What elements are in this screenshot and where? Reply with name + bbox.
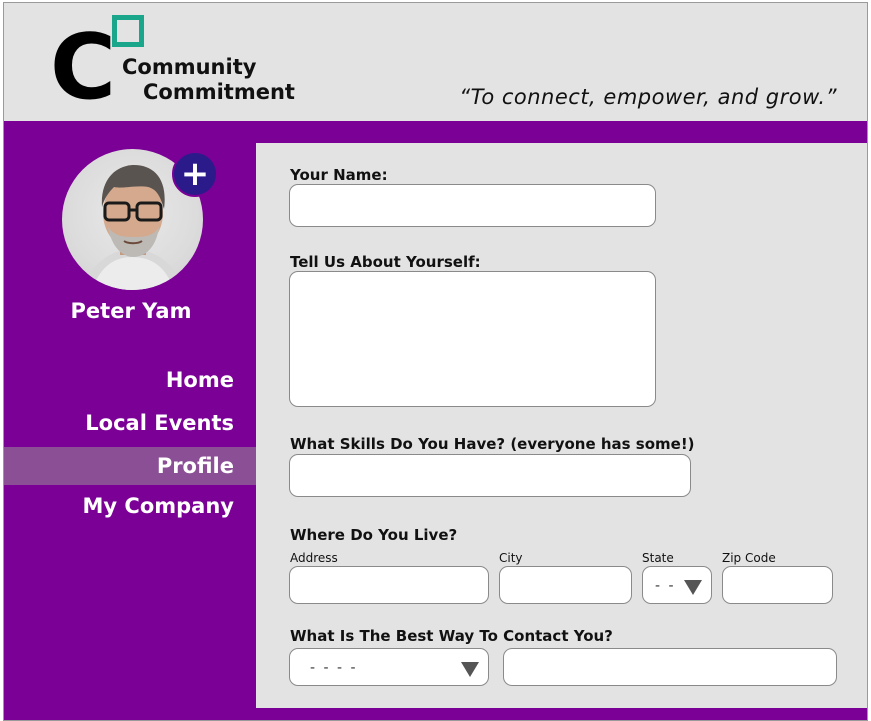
city-input[interactable]: [499, 566, 632, 604]
skills-input[interactable]: [289, 454, 691, 497]
name-input[interactable]: [289, 184, 656, 227]
address-label: Address: [290, 551, 338, 565]
state-label: State: [642, 551, 674, 565]
plus-icon: +: [180, 154, 210, 194]
contact-method-value: - - - -: [310, 660, 358, 676]
tagline: “To connect, empower, and grow.”: [459, 85, 837, 109]
sidebar-nav: [4, 361, 256, 525]
sidebar: [4, 121, 256, 721]
state-value: - -: [655, 578, 676, 594]
about-textarea[interactable]: [289, 271, 656, 407]
app-window: [3, 2, 868, 721]
logo-letter: C: [50, 15, 113, 120]
city-label: City: [499, 551, 523, 565]
nav-item-local-events[interactable]: Local Events: [85, 411, 234, 435]
logo-square-icon: [112, 15, 144, 47]
skills-label: What Skills Do You Have? (everyone has some!): [290, 435, 695, 453]
about-label: Tell Us About Yourself:: [290, 253, 481, 271]
contact-method-select[interactable]: [289, 648, 489, 686]
add-photo-button[interactable]: [172, 151, 218, 197]
brand-name-line2: Commitment: [143, 80, 295, 104]
chevron-down-icon: [461, 662, 479, 677]
profile-form: [256, 143, 868, 708]
nav-item-home[interactable]: Home: [165, 368, 234, 392]
name-label: Your Name:: [290, 166, 388, 184]
nav-item-profile[interactable]: Profile: [4, 447, 256, 485]
contact-detail-input[interactable]: [503, 648, 837, 686]
header: [4, 3, 868, 121]
user-name: Peter Yam: [70, 299, 192, 323]
brand-name-line1: Community: [122, 55, 257, 79]
address-input[interactable]: [289, 566, 489, 604]
brand-name: [122, 55, 295, 105]
chevron-down-icon: [684, 580, 702, 595]
zip-label: Zip Code: [722, 551, 776, 565]
location-label: Where Do You Live?: [290, 526, 458, 544]
nav-item-my-company[interactable]: My Company: [82, 494, 234, 518]
state-select[interactable]: [642, 566, 712, 604]
zip-input[interactable]: [722, 566, 833, 604]
contact-label: What Is The Best Way To Contact You?: [290, 627, 613, 645]
